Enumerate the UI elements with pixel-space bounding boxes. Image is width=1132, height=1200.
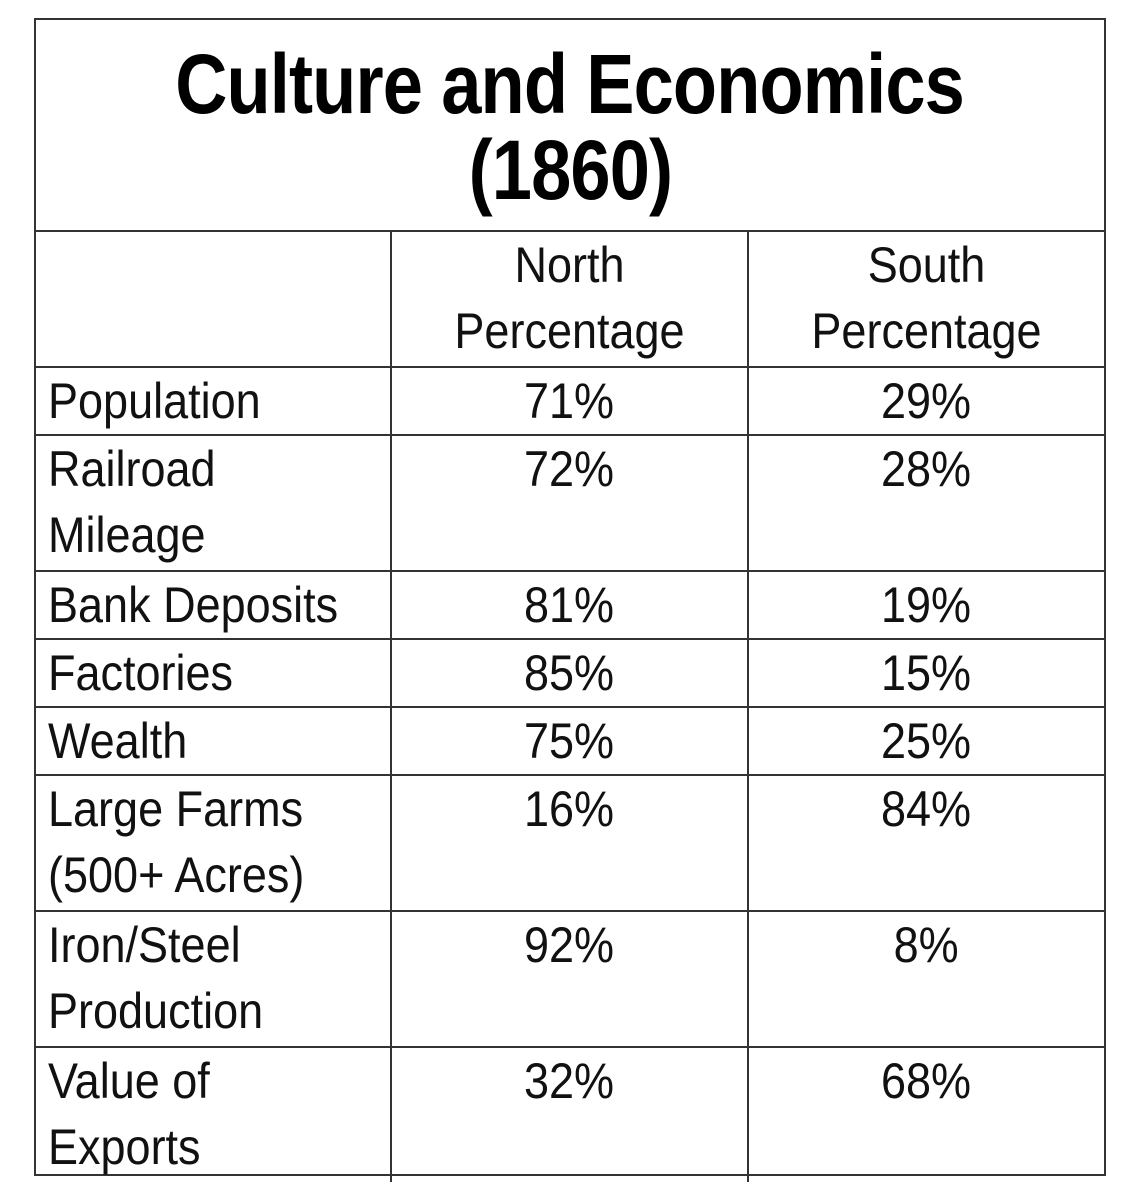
row-label [36,707,391,775]
table-subtitle: (1860) [468,123,672,217]
table-row [36,435,1104,571]
south-value-text: 68% [881,1053,972,1109]
north-value [391,911,748,1047]
row-label-text: Iron/Steel Production [48,917,264,1039]
table-row [36,639,1104,707]
row-label-text: Population [48,373,261,429]
north-value [391,639,748,707]
row-label-text: Wealth [48,713,188,769]
north-value [391,435,748,571]
data-table [36,232,1104,1182]
row-label-text: Railroad Mileage [48,441,216,563]
south-value [748,571,1104,639]
south-value-text: 8% [893,917,960,973]
row-label-text: Bank Deposits [48,577,339,633]
north-value-text: 85% [524,645,615,701]
south-value [748,435,1104,571]
row-label-text: Large Farms (500+ Acres) [48,781,305,903]
north-value-text: 71% [524,373,615,429]
north-value [391,367,748,435]
south-value [748,911,1104,1047]
north-value-text: 72% [524,441,615,497]
south-value-text: 19% [881,577,972,633]
row-label-text: Value of Exports [48,1053,210,1175]
south-value-text: 29% [881,373,972,429]
north-value-text: 16% [524,781,615,837]
south-value [748,639,1104,707]
header-north [391,232,748,367]
row-label [36,775,391,911]
south-value [748,367,1104,435]
table-row [36,367,1104,435]
row-label [36,571,391,639]
south-value-text: 28% [881,441,972,497]
row-label [36,1047,391,1182]
row-label [36,911,391,1047]
north-value [391,775,748,911]
north-value [391,571,748,639]
north-value-text: 32% [524,1053,615,1109]
table-row [36,911,1104,1047]
header-row [36,232,1104,367]
table-row [36,571,1104,639]
header-south-line-1: South [867,237,986,293]
title-block [36,20,1104,232]
row-label [36,639,391,707]
header-south-line-2: Percentage [811,303,1042,359]
north-value-text: 92% [524,917,615,973]
south-value [748,1047,1104,1182]
south-value-text: 84% [881,781,972,837]
table-row [36,707,1104,775]
north-value-text: 75% [524,713,615,769]
table-title: Culture and Economics [175,37,965,131]
south-value-text: 15% [881,645,972,701]
header-south [748,232,1104,367]
north-value-text: 81% [524,577,615,633]
north-value [391,707,748,775]
header-north-line-2: Percentage [454,303,685,359]
south-value-text: 25% [881,713,972,769]
north-value [391,1047,748,1182]
header-north-line-1: North [514,237,625,293]
table-row [36,775,1104,911]
header-empty-cell [36,232,391,367]
row-label [36,435,391,571]
row-label [36,367,391,435]
south-value [748,707,1104,775]
table-frame [34,18,1106,1176]
row-label-text: Factories [48,645,234,701]
table-row [36,1047,1104,1182]
south-value [748,775,1104,911]
